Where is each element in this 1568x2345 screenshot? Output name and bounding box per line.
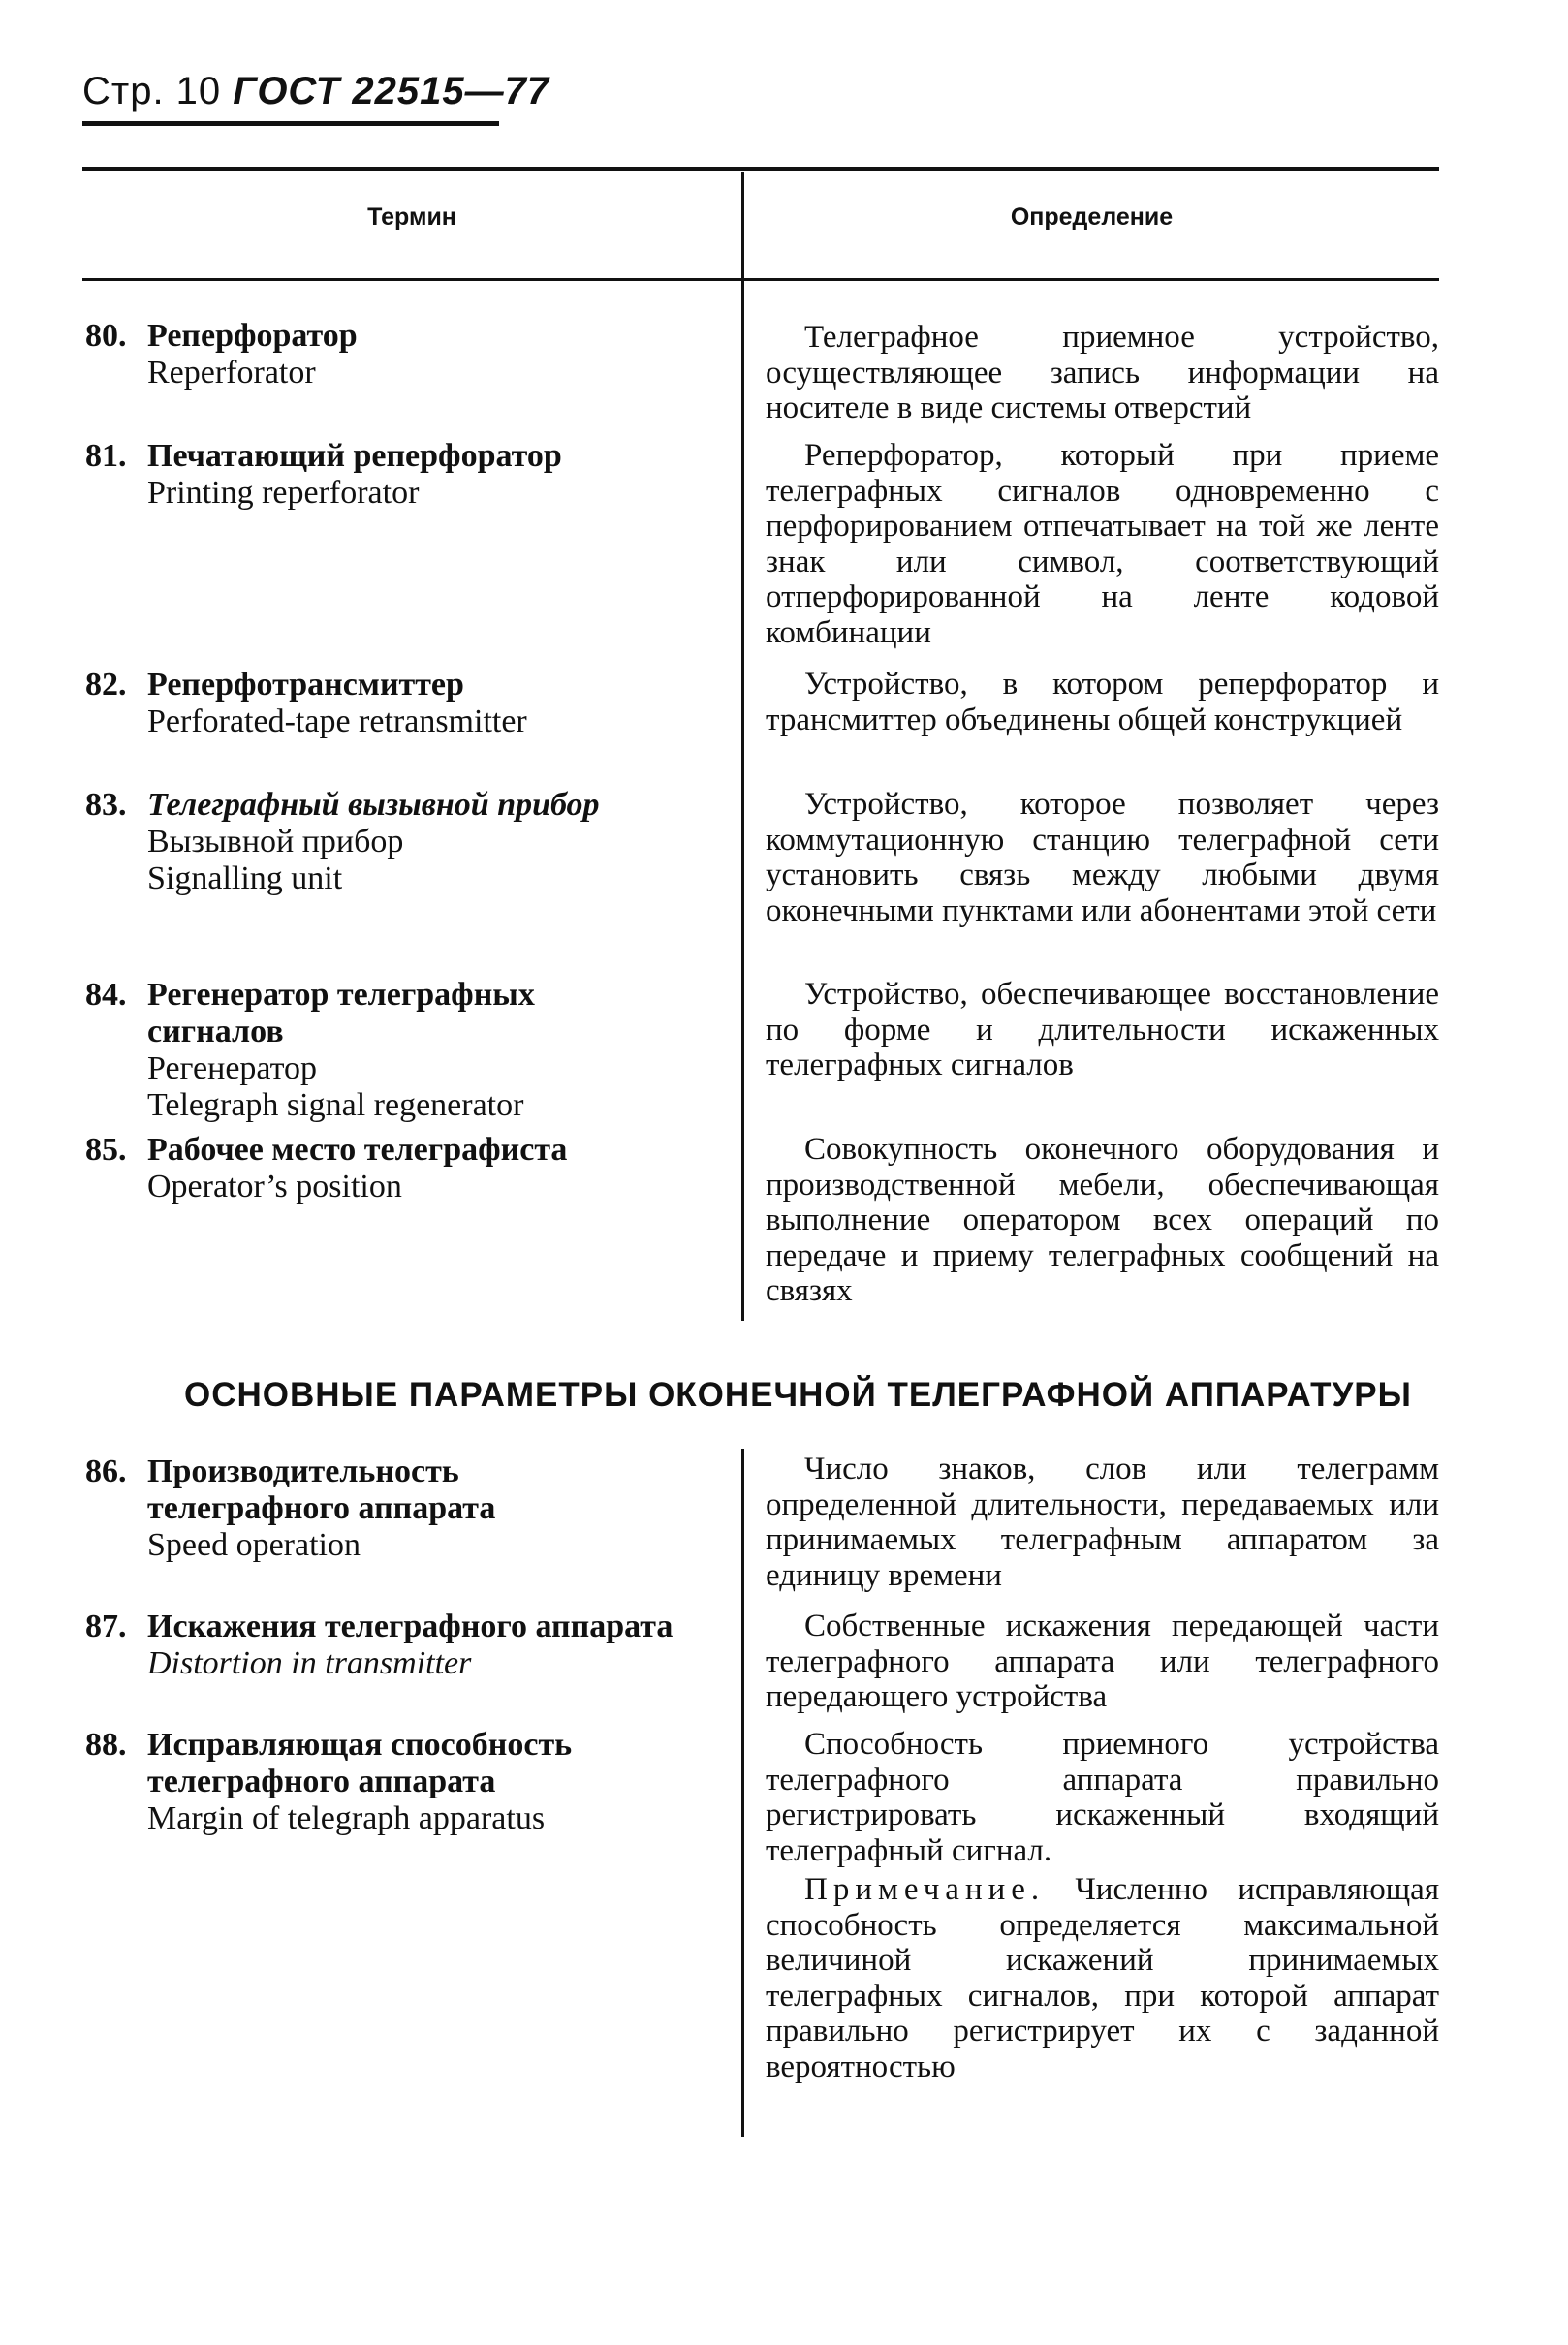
column-divider-lower: [741, 1449, 744, 2137]
column-divider: [741, 172, 744, 1321]
term-81: [85, 438, 706, 512]
definition-84: [766, 977, 1439, 1083]
term-88: [85, 1727, 706, 1837]
term-ru: Реперфоратор: [147, 318, 358, 354]
definition-text: Способность приемного устройства телеграфного аппарата правильно регистрировать искаженный входящий телеграфный сигнал.: [766, 1727, 1439, 1868]
term-85: [85, 1132, 706, 1205]
term-en: Signalling unit: [147, 860, 343, 896]
term-ru: Рабочее место телеграфиста: [147, 1132, 568, 1168]
section-title: ОСНОВНЫЕ ПАРАМЕТРЫ ОКОНЕЧНОЙ ТЕЛЕГРАФНОЙ АППАРАТУРЫ: [184, 1376, 1412, 1414]
page-header: [82, 70, 549, 113]
term-en: Printing reperforator: [147, 475, 420, 511]
definition-85: [766, 1132, 1439, 1309]
term-alt: Вызывной прибор: [147, 824, 404, 860]
term-83: [85, 787, 706, 897]
table-header-rule: [82, 278, 1439, 281]
term-ru: Искажения телеграфного аппарата: [147, 1609, 674, 1644]
term-number: 88.: [85, 1727, 127, 1763]
definition-86: [766, 1452, 1439, 1593]
term-en: Reperforator: [147, 355, 316, 391]
definition-80: [766, 320, 1439, 426]
term-number: 82.: [85, 667, 127, 703]
term-84: [85, 977, 706, 1124]
definition-text: Устройство, обеспечивающее восстановление по форме и длительности искаженных телеграфных сигналов: [766, 977, 1439, 1082]
term-number: 86.: [85, 1454, 127, 1489]
definition-column-header: Определение: [1010, 203, 1174, 231]
note-label: Примечание.: [804, 1872, 1046, 1907]
term-en: Margin of telegraph apparatus: [147, 1800, 546, 1836]
term-en: Perforated-tape retransmitter: [147, 704, 527, 739]
term-82: [85, 667, 706, 740]
definition-83: [766, 787, 1439, 928]
definition-87: [766, 1609, 1439, 1715]
definition-text: Устройство, которое позволяет через коммутационную станцию телеграфной сети установить связь между любыми двумя оконечными пунктами или абонентами этой сети: [766, 787, 1439, 928]
term-column-header: Термин: [367, 203, 456, 231]
table-top-rule: [82, 167, 1439, 171]
standard-code: ГОСТ 22515—77: [233, 70, 550, 112]
term-ru: Реперфотрансмиттер: [147, 667, 464, 703]
note-text: Численно исправляющая способность определяется максимальной величиной искажений принимаемых телеграфных сигналов, при которой аппарат правильно регистрирует их с заданной вероятностью: [766, 1872, 1439, 2084]
term-ru: Производительность телеграфного аппарата: [147, 1454, 496, 1526]
term-ru: Исправляющая способность телеграфного аппарата: [147, 1727, 573, 1799]
definition-88: [766, 1727, 1439, 2084]
term-en: Distortion in transmitter: [147, 1645, 472, 1681]
term-80: [85, 318, 706, 391]
term-en: Telegraph signal regenerator: [147, 1087, 524, 1123]
term-number: 85.: [85, 1132, 127, 1168]
term-87: [85, 1609, 706, 1682]
term-ru: Регенератор телеграфных сигналов: [147, 977, 535, 1049]
term-number: 84.: [85, 977, 127, 1013]
term-86: [85, 1454, 706, 1564]
term-ru: Печатающий реперфоратор: [147, 438, 562, 474]
definition-text: Собственные искажения передающей части телеграфного аппарата или телеграфного передающего устройства: [766, 1609, 1439, 1714]
term-en: Speed operation: [147, 1527, 361, 1563]
term-number: 83.: [85, 787, 127, 823]
definition-text: Совокупность оконечного оборудования и производственной мебели, обеспечивающая выполнение оператором всех операций по передаче и приему телеграфных сообщений на связях: [766, 1132, 1439, 1308]
term-number: 87.: [85, 1609, 127, 1644]
page-number: Стр. 10: [82, 70, 222, 112]
definition-text: Телеграфное приемное устройство, осуществляющее запись информации на носителе в виде системы отверстий: [766, 320, 1439, 425]
term-number: 80.: [85, 318, 127, 354]
term-ru: Телеграфный вызывной прибор: [147, 787, 600, 823]
term-en: Operator’s position: [147, 1169, 402, 1204]
definition-text: Реперфоратор, который при приеме телеграфных сигналов одновременно с перфорированием отпечатывает на той же ленте знак или символ, соответствующий отперфорированной на ленте кодовой комбинации: [766, 438, 1439, 650]
term-alt: Регенератор: [147, 1050, 318, 1086]
definition-note: [766, 1872, 1439, 2084]
definition-82: [766, 667, 1439, 737]
header-underline: [82, 121, 499, 126]
definition-text: Устройство, в котором реперфоратор и трансмиттер объединены общей конструкцией: [766, 667, 1439, 737]
definition-81: [766, 438, 1439, 650]
definition-text: Число знаков, слов или телеграмм определенной длительности, передаваемых или принимаемых телеграфным аппаратом за единицу времени: [766, 1452, 1439, 1593]
term-number: 81.: [85, 438, 127, 474]
